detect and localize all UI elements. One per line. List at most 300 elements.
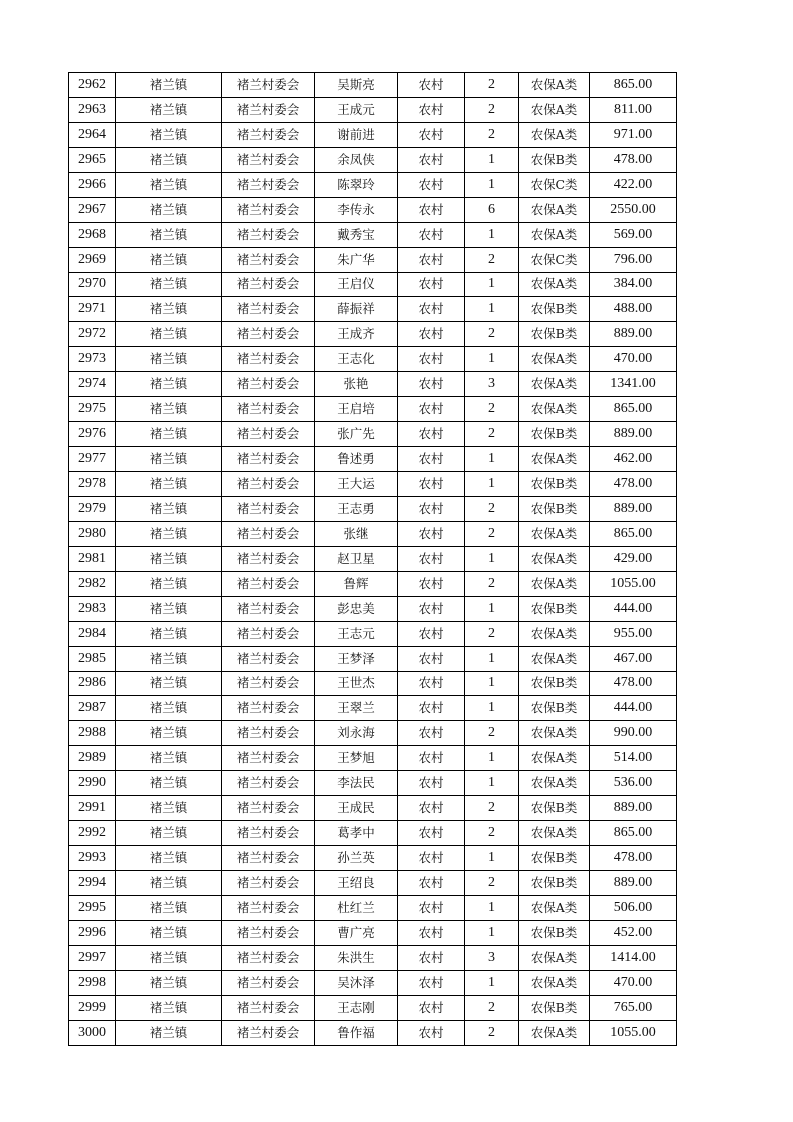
insurance-category-cell: 农保A类 (519, 821, 590, 846)
person-name-cell: 王绍良 (315, 871, 398, 896)
amount-cell: 444.00 (590, 696, 677, 721)
insurance-category-cell: 农保A类 (519, 721, 590, 746)
amount-cell: 765.00 (590, 995, 677, 1020)
person-name-cell: 葛孝中 (315, 821, 398, 846)
area-type-cell: 农村 (398, 172, 465, 197)
town-cell: 褚兰镇 (116, 945, 222, 970)
village-committee-cell: 褚兰村委会 (222, 147, 315, 172)
table-row (69, 422, 677, 447)
insurance-category-cell: 农保A类 (519, 945, 590, 970)
amount-cell: 514.00 (590, 746, 677, 771)
town-cell: 褚兰镇 (116, 621, 222, 646)
amount-cell: 478.00 (590, 846, 677, 871)
table-row (69, 247, 677, 272)
person-name-cell: 王志化 (315, 347, 398, 372)
person-name-cell: 鲁述勇 (315, 447, 398, 472)
person-name-cell: 张艳 (315, 372, 398, 397)
town-cell: 褚兰镇 (116, 771, 222, 796)
row-number-cell: 2989 (69, 746, 116, 771)
town-cell: 褚兰镇 (116, 496, 222, 521)
insurance-category-cell: 农保A类 (519, 73, 590, 98)
town-cell: 褚兰镇 (116, 197, 222, 222)
household-size-cell: 1 (465, 771, 519, 796)
person-name-cell: 谢前进 (315, 122, 398, 147)
table-row (69, 970, 677, 995)
insurance-category-cell: 农保A类 (519, 746, 590, 771)
area-type-cell: 农村 (398, 347, 465, 372)
village-committee-cell: 褚兰村委会 (222, 172, 315, 197)
table-row (69, 546, 677, 571)
town-cell: 褚兰镇 (116, 447, 222, 472)
insurance-category-cell: 农保A类 (519, 197, 590, 222)
town-cell: 褚兰镇 (116, 322, 222, 347)
table-row (69, 172, 677, 197)
household-size-cell: 1 (465, 895, 519, 920)
row-number-cell: 2967 (69, 197, 116, 222)
table-row (69, 447, 677, 472)
insurance-category-cell: 农保B类 (519, 796, 590, 821)
household-size-cell: 2 (465, 571, 519, 596)
amount-cell: 889.00 (590, 496, 677, 521)
village-committee-cell: 褚兰村委会 (222, 472, 315, 497)
town-cell: 褚兰镇 (116, 397, 222, 422)
person-name-cell: 王成民 (315, 796, 398, 821)
amount-cell: 889.00 (590, 796, 677, 821)
village-committee-cell: 褚兰村委会 (222, 721, 315, 746)
town-cell: 褚兰镇 (116, 970, 222, 995)
town-cell: 褚兰镇 (116, 122, 222, 147)
row-number-cell: 2966 (69, 172, 116, 197)
town-cell: 褚兰镇 (116, 97, 222, 122)
person-name-cell: 吴斯亮 (315, 73, 398, 98)
person-name-cell: 王成齐 (315, 322, 398, 347)
table-row (69, 646, 677, 671)
amount-cell: 1055.00 (590, 571, 677, 596)
insurance-category-cell: 农保B类 (519, 846, 590, 871)
town-cell: 褚兰镇 (116, 272, 222, 297)
person-name-cell: 王成元 (315, 97, 398, 122)
person-name-cell: 王世杰 (315, 671, 398, 696)
village-committee-cell: 褚兰村委会 (222, 596, 315, 621)
insurance-category-cell: 农保A类 (519, 347, 590, 372)
row-number-cell: 2978 (69, 472, 116, 497)
area-type-cell: 农村 (398, 995, 465, 1020)
person-name-cell: 王梦泽 (315, 646, 398, 671)
table-row (69, 197, 677, 222)
table-row (69, 147, 677, 172)
table-row (69, 995, 677, 1020)
insurance-category-cell: 农保B类 (519, 322, 590, 347)
amount-cell: 384.00 (590, 272, 677, 297)
area-type-cell: 农村 (398, 746, 465, 771)
area-type-cell: 农村 (398, 871, 465, 896)
row-number-cell: 2982 (69, 571, 116, 596)
town-cell: 褚兰镇 (116, 521, 222, 546)
household-size-cell: 2 (465, 496, 519, 521)
area-type-cell: 农村 (398, 147, 465, 172)
table-row (69, 521, 677, 546)
village-committee-cell: 褚兰村委会 (222, 995, 315, 1020)
person-name-cell: 朱洪生 (315, 945, 398, 970)
household-size-cell: 2 (465, 1020, 519, 1045)
area-type-cell: 农村 (398, 397, 465, 422)
area-type-cell: 农村 (398, 771, 465, 796)
area-type-cell: 农村 (398, 73, 465, 98)
row-number-cell: 2971 (69, 297, 116, 322)
amount-cell: 470.00 (590, 970, 677, 995)
amount-cell: 452.00 (590, 920, 677, 945)
insurance-category-cell: 农保A类 (519, 771, 590, 796)
village-committee-cell: 褚兰村委会 (222, 871, 315, 896)
amount-cell: 422.00 (590, 172, 677, 197)
person-name-cell: 王启仪 (315, 272, 398, 297)
household-size-cell: 2 (465, 247, 519, 272)
row-number-cell: 2977 (69, 447, 116, 472)
area-type-cell: 农村 (398, 496, 465, 521)
town-cell: 褚兰镇 (116, 895, 222, 920)
insurance-category-cell: 农保C类 (519, 172, 590, 197)
person-name-cell: 王大运 (315, 472, 398, 497)
village-committee-cell: 褚兰村委会 (222, 422, 315, 447)
area-type-cell: 农村 (398, 297, 465, 322)
row-number-cell: 2985 (69, 646, 116, 671)
table-row (69, 122, 677, 147)
row-number-cell: 2998 (69, 970, 116, 995)
area-type-cell: 农村 (398, 97, 465, 122)
village-committee-cell: 褚兰村委会 (222, 97, 315, 122)
village-committee-cell: 褚兰村委会 (222, 496, 315, 521)
area-type-cell: 农村 (398, 621, 465, 646)
area-type-cell: 农村 (398, 521, 465, 546)
amount-cell: 470.00 (590, 347, 677, 372)
row-number-cell: 3000 (69, 1020, 116, 1045)
person-name-cell: 王梦旭 (315, 746, 398, 771)
village-committee-cell: 褚兰村委会 (222, 895, 315, 920)
amount-cell: 429.00 (590, 546, 677, 571)
insurance-category-cell: 农保B类 (519, 995, 590, 1020)
town-cell: 褚兰镇 (116, 571, 222, 596)
household-size-cell: 2 (465, 422, 519, 447)
area-type-cell: 农村 (398, 846, 465, 871)
amount-cell: 865.00 (590, 521, 677, 546)
table-row (69, 297, 677, 322)
insurance-category-cell: 农保A类 (519, 372, 590, 397)
area-type-cell: 农村 (398, 447, 465, 472)
row-number-cell: 2976 (69, 422, 116, 447)
person-name-cell: 杜红兰 (315, 895, 398, 920)
person-name-cell: 王启培 (315, 397, 398, 422)
table-row (69, 372, 677, 397)
row-number-cell: 2981 (69, 546, 116, 571)
amount-cell: 478.00 (590, 472, 677, 497)
table-row (69, 73, 677, 98)
insurance-category-cell: 农保B类 (519, 871, 590, 896)
person-name-cell: 王志元 (315, 621, 398, 646)
row-number-cell: 2991 (69, 796, 116, 821)
village-committee-cell: 褚兰村委会 (222, 696, 315, 721)
household-size-cell: 1 (465, 147, 519, 172)
area-type-cell: 农村 (398, 696, 465, 721)
village-committee-cell: 褚兰村委会 (222, 970, 315, 995)
table-row (69, 1020, 677, 1045)
area-type-cell: 农村 (398, 272, 465, 297)
town-cell: 褚兰镇 (116, 297, 222, 322)
household-size-cell: 1 (465, 272, 519, 297)
table-row (69, 945, 677, 970)
household-size-cell: 1 (465, 846, 519, 871)
village-committee-cell: 褚兰村委会 (222, 771, 315, 796)
town-cell: 褚兰镇 (116, 546, 222, 571)
town-cell: 褚兰镇 (116, 422, 222, 447)
person-name-cell: 张广先 (315, 422, 398, 447)
amount-cell: 462.00 (590, 447, 677, 472)
insurance-category-cell: 农保B类 (519, 422, 590, 447)
household-size-cell: 3 (465, 945, 519, 970)
row-number-cell: 2965 (69, 147, 116, 172)
village-committee-cell: 褚兰村委会 (222, 671, 315, 696)
area-type-cell: 农村 (398, 945, 465, 970)
town-cell: 褚兰镇 (116, 995, 222, 1020)
household-size-cell: 2 (465, 397, 519, 422)
table-row (69, 621, 677, 646)
amount-cell: 1055.00 (590, 1020, 677, 1045)
person-name-cell: 李法民 (315, 771, 398, 796)
table-row (69, 272, 677, 297)
town-cell: 褚兰镇 (116, 871, 222, 896)
amount-cell: 444.00 (590, 596, 677, 621)
amount-cell: 889.00 (590, 422, 677, 447)
row-number-cell: 2986 (69, 671, 116, 696)
area-type-cell: 农村 (398, 571, 465, 596)
household-size-cell: 1 (465, 447, 519, 472)
table-row (69, 571, 677, 596)
row-number-cell: 2990 (69, 771, 116, 796)
person-name-cell: 王志勇 (315, 496, 398, 521)
village-committee-cell: 褚兰村委会 (222, 272, 315, 297)
town-cell: 褚兰镇 (116, 73, 222, 98)
insurance-category-cell: 农保A类 (519, 970, 590, 995)
person-name-cell: 李传永 (315, 197, 398, 222)
area-type-cell: 农村 (398, 122, 465, 147)
insurance-category-cell: 农保B类 (519, 696, 590, 721)
area-type-cell: 农村 (398, 472, 465, 497)
household-size-cell: 2 (465, 621, 519, 646)
person-name-cell: 戴秀宝 (315, 222, 398, 247)
area-type-cell: 农村 (398, 222, 465, 247)
village-committee-cell: 褚兰村委会 (222, 796, 315, 821)
area-type-cell: 农村 (398, 546, 465, 571)
insurance-category-cell: 农保A类 (519, 1020, 590, 1045)
amount-cell: 2550.00 (590, 197, 677, 222)
row-number-cell: 2962 (69, 73, 116, 98)
village-committee-cell: 褚兰村委会 (222, 646, 315, 671)
area-type-cell: 农村 (398, 596, 465, 621)
household-size-cell: 1 (465, 472, 519, 497)
insurance-category-cell: 农保A类 (519, 521, 590, 546)
person-name-cell: 孙兰英 (315, 846, 398, 871)
row-number-cell: 2995 (69, 895, 116, 920)
table-row (69, 895, 677, 920)
row-number-cell: 2993 (69, 846, 116, 871)
table-row (69, 496, 677, 521)
insurance-category-cell: 农保B类 (519, 496, 590, 521)
row-number-cell: 2964 (69, 122, 116, 147)
person-name-cell: 陈翠玲 (315, 172, 398, 197)
village-committee-cell: 褚兰村委会 (222, 247, 315, 272)
insurance-category-cell: 农保B类 (519, 472, 590, 497)
row-number-cell: 2975 (69, 397, 116, 422)
town-cell: 褚兰镇 (116, 1020, 222, 1045)
insurance-category-cell: 农保B类 (519, 596, 590, 621)
amount-cell: 569.00 (590, 222, 677, 247)
row-number-cell: 2979 (69, 496, 116, 521)
village-committee-cell: 褚兰村委会 (222, 621, 315, 646)
table-row (69, 222, 677, 247)
table-row (69, 97, 677, 122)
row-number-cell: 2999 (69, 995, 116, 1020)
insurance-category-cell: 农保A类 (519, 447, 590, 472)
person-name-cell: 王志刚 (315, 995, 398, 1020)
table-row (69, 472, 677, 497)
row-number-cell: 2992 (69, 821, 116, 846)
household-size-cell: 1 (465, 646, 519, 671)
area-type-cell: 农村 (398, 970, 465, 995)
household-size-cell: 2 (465, 122, 519, 147)
town-cell: 褚兰镇 (116, 596, 222, 621)
amount-cell: 1414.00 (590, 945, 677, 970)
person-name-cell: 朱广华 (315, 247, 398, 272)
insurance-category-cell: 农保A类 (519, 895, 590, 920)
household-size-cell: 1 (465, 970, 519, 995)
row-number-cell: 2974 (69, 372, 116, 397)
household-size-cell: 2 (465, 796, 519, 821)
table-row (69, 721, 677, 746)
row-number-cell: 2963 (69, 97, 116, 122)
village-committee-cell: 褚兰村委会 (222, 945, 315, 970)
town-cell: 褚兰镇 (116, 646, 222, 671)
village-committee-cell: 褚兰村委会 (222, 73, 315, 98)
area-type-cell: 农村 (398, 322, 465, 347)
town-cell: 褚兰镇 (116, 696, 222, 721)
amount-cell: 467.00 (590, 646, 677, 671)
household-size-cell: 1 (465, 671, 519, 696)
table-row (69, 696, 677, 721)
person-name-cell: 张继 (315, 521, 398, 546)
insurance-category-cell: 农保A类 (519, 222, 590, 247)
area-type-cell: 农村 (398, 372, 465, 397)
town-cell: 褚兰镇 (116, 671, 222, 696)
village-committee-cell: 褚兰村委会 (222, 222, 315, 247)
household-size-cell: 1 (465, 746, 519, 771)
village-committee-cell: 褚兰村委会 (222, 197, 315, 222)
row-number-cell: 2973 (69, 347, 116, 372)
person-name-cell: 鲁辉 (315, 571, 398, 596)
table-body (69, 73, 677, 1046)
row-number-cell: 2972 (69, 322, 116, 347)
table-row (69, 871, 677, 896)
village-committee-cell: 褚兰村委会 (222, 571, 315, 596)
amount-cell: 1341.00 (590, 372, 677, 397)
person-name-cell: 赵卫星 (315, 546, 398, 571)
person-name-cell: 吴沐泽 (315, 970, 398, 995)
village-committee-cell: 褚兰村委会 (222, 447, 315, 472)
household-size-cell: 3 (465, 372, 519, 397)
amount-cell: 990.00 (590, 721, 677, 746)
village-committee-cell: 褚兰村委会 (222, 347, 315, 372)
area-type-cell: 农村 (398, 1020, 465, 1045)
area-type-cell: 农村 (398, 197, 465, 222)
household-size-cell: 2 (465, 322, 519, 347)
row-number-cell: 2970 (69, 272, 116, 297)
household-size-cell: 6 (465, 197, 519, 222)
town-cell: 褚兰镇 (116, 222, 222, 247)
area-type-cell: 农村 (398, 646, 465, 671)
area-type-cell: 农村 (398, 920, 465, 945)
table-row (69, 771, 677, 796)
records-table (68, 72, 677, 1046)
row-number-cell: 2987 (69, 696, 116, 721)
town-cell: 褚兰镇 (116, 247, 222, 272)
insurance-category-cell: 农保B类 (519, 297, 590, 322)
amount-cell: 478.00 (590, 147, 677, 172)
row-number-cell: 2968 (69, 222, 116, 247)
village-committee-cell: 褚兰村委会 (222, 920, 315, 945)
household-size-cell: 2 (465, 521, 519, 546)
insurance-category-cell: 农保B类 (519, 920, 590, 945)
town-cell: 褚兰镇 (116, 172, 222, 197)
household-size-cell: 2 (465, 97, 519, 122)
insurance-category-cell: 农保B类 (519, 671, 590, 696)
household-size-cell: 1 (465, 696, 519, 721)
insurance-category-cell: 农保A类 (519, 621, 590, 646)
row-number-cell: 2994 (69, 871, 116, 896)
table-row (69, 746, 677, 771)
village-committee-cell: 褚兰村委会 (222, 322, 315, 347)
table-row (69, 920, 677, 945)
amount-cell: 536.00 (590, 771, 677, 796)
person-name-cell: 王翠兰 (315, 696, 398, 721)
town-cell: 褚兰镇 (116, 472, 222, 497)
village-committee-cell: 褚兰村委会 (222, 546, 315, 571)
village-committee-cell: 褚兰村委会 (222, 122, 315, 147)
village-committee-cell: 褚兰村委会 (222, 746, 315, 771)
village-committee-cell: 褚兰村委会 (222, 521, 315, 546)
amount-cell: 971.00 (590, 122, 677, 147)
town-cell: 褚兰镇 (116, 920, 222, 945)
table-row (69, 671, 677, 696)
amount-cell: 889.00 (590, 871, 677, 896)
household-size-cell: 1 (465, 920, 519, 945)
village-committee-cell: 褚兰村委会 (222, 821, 315, 846)
household-size-cell: 2 (465, 821, 519, 846)
amount-cell: 865.00 (590, 821, 677, 846)
insurance-category-cell: 农保A类 (519, 97, 590, 122)
household-size-cell: 1 (465, 596, 519, 621)
village-committee-cell: 褚兰村委会 (222, 1020, 315, 1045)
town-cell: 褚兰镇 (116, 347, 222, 372)
table-row (69, 846, 677, 871)
household-size-cell: 1 (465, 546, 519, 571)
amount-cell: 889.00 (590, 322, 677, 347)
row-number-cell: 2997 (69, 945, 116, 970)
town-cell: 褚兰镇 (116, 846, 222, 871)
person-name-cell: 刘永海 (315, 721, 398, 746)
amount-cell: 811.00 (590, 97, 677, 122)
village-committee-cell: 褚兰村委会 (222, 297, 315, 322)
amount-cell: 865.00 (590, 73, 677, 98)
table-row (69, 796, 677, 821)
person-name-cell: 鲁作福 (315, 1020, 398, 1045)
